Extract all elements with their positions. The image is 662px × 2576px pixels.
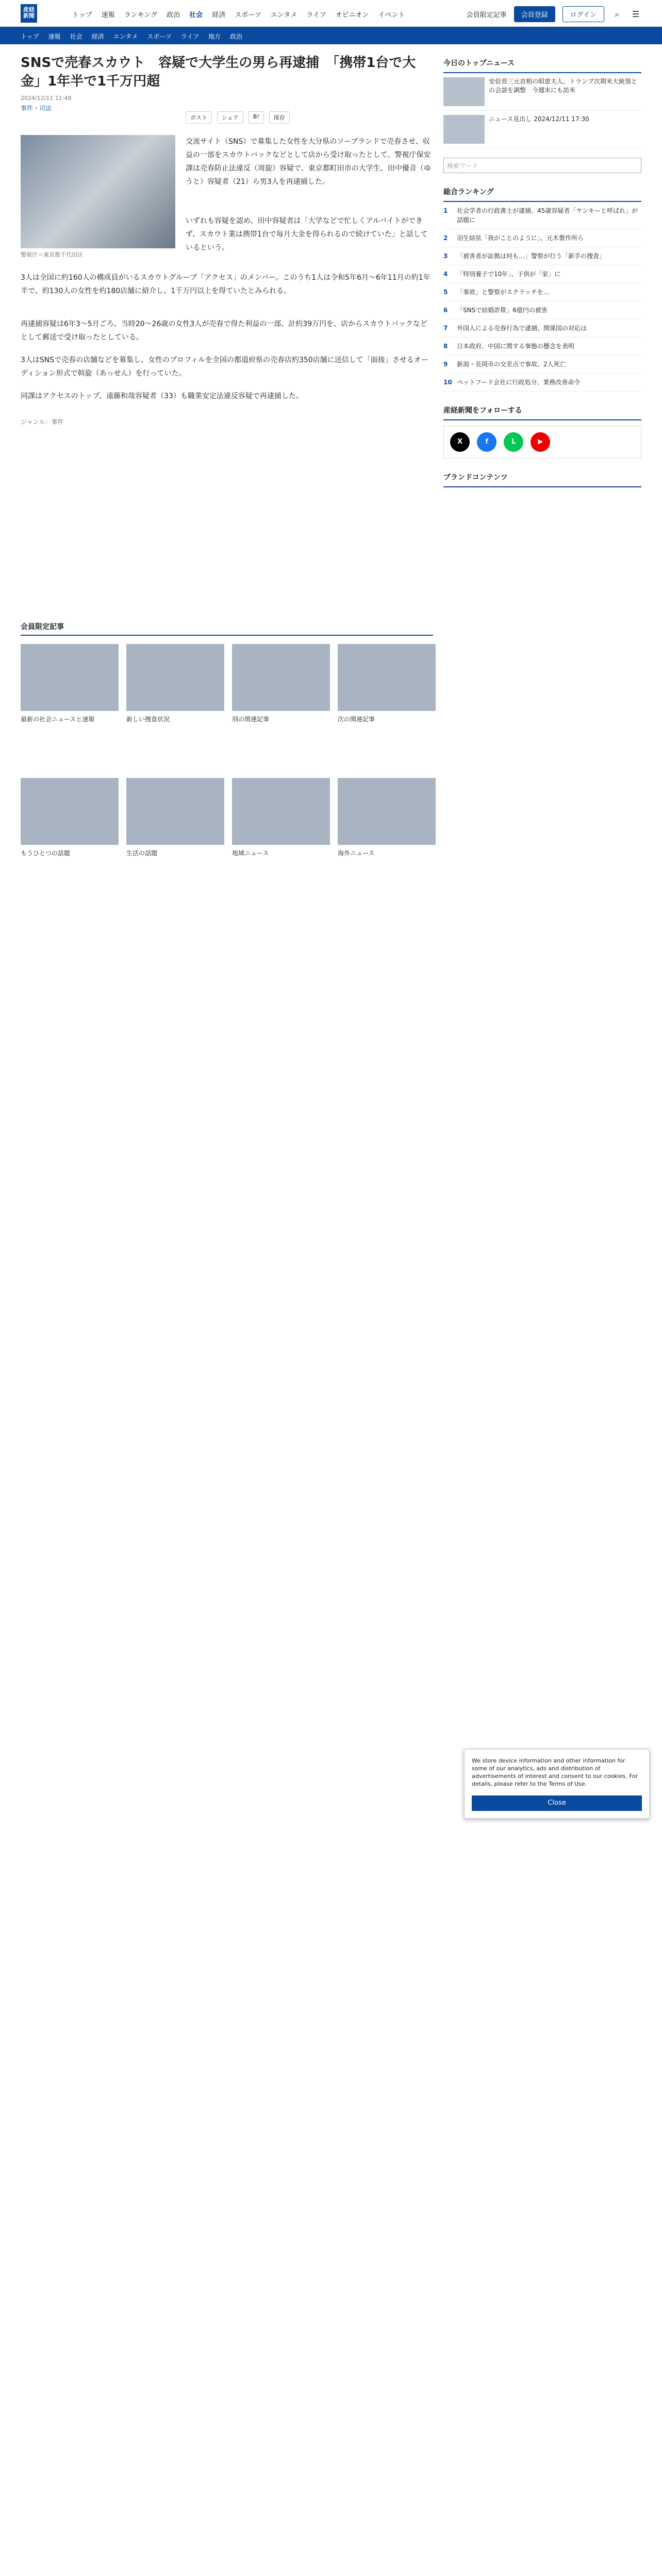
save-button[interactable]: 保存: [269, 111, 290, 124]
header-actions: [467, 6, 641, 22]
ranking-item[interactable]: [443, 229, 641, 247]
rank-title: ペットフード会社に行政処分、業務改善命令: [457, 379, 581, 386]
subnav-item[interactable]: 社会: [70, 33, 82, 40]
subnav-item[interactable]: トップ: [21, 33, 39, 40]
grid-title[interactable]: 別の関連記事: [232, 716, 270, 723]
brand-header: ブランドコンテンツ: [443, 468, 641, 487]
login-button[interactable]: ログイン: [562, 6, 604, 22]
member-section-header: 会員限定記事: [21, 618, 433, 636]
nav-item[interactable]: イベント: [378, 11, 405, 19]
nav-item[interactable]: オピニオン: [335, 11, 369, 19]
grid-title[interactable]: 生活の話題: [126, 850, 158, 857]
grid-thumbnail[interactable]: [21, 644, 119, 711]
rank-number: 8: [443, 343, 448, 350]
nav-item[interactable]: 政治: [167, 11, 180, 19]
grid-title[interactable]: 新しい捜査状況: [126, 716, 170, 723]
nav-item[interactable]: 社会: [189, 11, 203, 19]
ranking-item[interactable]: [443, 374, 641, 392]
ranking-item[interactable]: [443, 319, 641, 337]
nav-item[interactable]: ランキング: [124, 11, 158, 19]
share-x-button[interactable]: ポスト: [186, 111, 212, 124]
article-category[interactable]: 事件・司法: [21, 105, 52, 112]
cookie-close-button[interactable]: Close: [472, 1795, 642, 1811]
global-nav: [72, 9, 405, 19]
nav-item[interactable]: ライフ: [306, 11, 326, 19]
search-icon[interactable]: ⌕: [615, 9, 620, 19]
topic-item[interactable]: ニュース見出し 2024/12/11 17:30: [443, 111, 641, 148]
rank-title: 羽生結弦「我がことのように」、元木製作所ら: [457, 234, 584, 242]
rank-number: 6: [443, 307, 448, 314]
rank-number: 10: [443, 379, 452, 386]
ranking-item[interactable]: [443, 355, 641, 374]
rank-number: 1: [443, 207, 448, 214]
x-icon[interactable]: X: [450, 432, 470, 452]
rank-number: 9: [443, 361, 448, 368]
article-main: [21, 44, 433, 426]
sub-nav: [0, 27, 662, 44]
grid-title[interactable]: もうひとつの話題: [21, 850, 70, 857]
search-input[interactable]: 検索ワード: [443, 158, 641, 173]
article-paragraph: 再逮捕容疑は6年3～5月ごろ、当時20～26歳の女性3人が売春で得た利益の一部、計約39万円を、店からスカウトバックなどとして郵送で受け取ったとしている。: [21, 320, 427, 342]
ranking-item[interactable]: [443, 283, 641, 301]
grid-thumbnail[interactable]: [126, 644, 224, 711]
line-icon[interactable]: L: [504, 432, 523, 452]
ranking-item[interactable]: [443, 247, 641, 265]
article-date: 2024/12/11 11:49: [21, 95, 72, 101]
rank-title: 新潟・長岡市の交差点で事故、2人死亡: [457, 361, 566, 368]
article-paragraph: いずれも容疑を認め、田中容疑者は「大学などで忙しくアルバイトができず、スカウト業は携帯1台で毎月大金を得られるので続けていた」と話しているという。: [186, 217, 428, 252]
site-logo[interactable]: 産経新聞: [21, 4, 37, 23]
subnav-item[interactable]: 政治: [230, 33, 243, 40]
ranking-item[interactable]: [443, 301, 641, 319]
nav-item[interactable]: 速報: [101, 11, 115, 19]
nav-item[interactable]: トップ: [72, 11, 92, 19]
rank-title: 「SNSで結婚詐欺」6億円の被害: [457, 307, 548, 314]
grid-thumbnail[interactable]: [232, 644, 330, 711]
article-paragraph: 同課はアクセスのトップ、遠藤和哉容疑者（33）も職業安定法違反容疑で再逮捕した。: [21, 392, 303, 400]
grid-thumbnail[interactable]: [21, 778, 119, 845]
ranking-list: [443, 202, 641, 392]
genre-tag[interactable]: ジャンル：事件: [21, 418, 64, 426]
ranking-item[interactable]: [443, 265, 641, 283]
nav-item[interactable]: スポーツ: [235, 11, 261, 19]
article-title: SNSで売春スカウト 容疑で大学生の男ら再逮捕 「携帯1台で大金」1年半で1千万円超: [21, 55, 416, 89]
rank-title: 社会学者の行政書士が逮捕、45歳容疑者「ヤンキーと呼ばれ」が話題に: [457, 207, 638, 224]
grid-title[interactable]: 地域ニュース: [232, 850, 269, 857]
rank-number: 3: [443, 252, 448, 260]
right-sidebar: [443, 44, 641, 487]
article-photo[interactable]: [21, 135, 175, 248]
rank-title: 「特別養子で10年」、子供が「家」に: [457, 270, 561, 278]
rank-title: 「被害者が証拠は何も…」警察が行う「新手の捜査」: [457, 252, 606, 260]
member-articles-link[interactable]: 会員限定記事: [466, 11, 507, 19]
rank-number: 2: [443, 234, 448, 242]
sns-box: [443, 426, 641, 459]
rank-title: 日本政府、中国に関する事態の懸念を表明: [457, 343, 575, 350]
topic-thumbnail: [443, 115, 485, 144]
subnav-item[interactable]: スポーツ: [147, 33, 172, 40]
rank-title: 「事故」と警察がスクラッチを…: [457, 289, 550, 296]
grid-thumbnail[interactable]: [338, 778, 436, 845]
subnav-item[interactable]: 速報: [48, 33, 61, 40]
photo-caption: 警視庁＝東京都千代田区: [21, 251, 83, 258]
grid-title[interactable]: 海外ニュース: [338, 850, 375, 857]
topic-item[interactable]: 安倍晋三元首相の昭恵夫人、トランプ次期米大統領との会談を調整 今週末にも訪米: [443, 73, 641, 111]
subnav-item[interactable]: 地方: [208, 33, 221, 40]
subnav-item[interactable]: ライフ: [180, 33, 200, 40]
share-facebook-button[interactable]: シェア: [217, 111, 243, 124]
rank-number: 7: [443, 325, 448, 332]
grid-thumbnail[interactable]: [338, 644, 436, 711]
rank-number: 5: [443, 289, 448, 296]
ranking-item[interactable]: [443, 337, 641, 355]
menu-icon[interactable]: ☰: [632, 9, 640, 19]
ranking-item[interactable]: [443, 202, 641, 229]
nav-item[interactable]: エンタメ: [270, 11, 297, 19]
cookie-text: We store device information and other information for some of our analytics, ads and distribution of advertisements of interest and consent to our cookies. For details, please refer to the Terms of Use.: [472, 1757, 638, 1787]
grid-thumbnail[interactable]: [126, 778, 224, 845]
topic-thumbnail: [443, 77, 485, 106]
rank-number: 4: [443, 270, 448, 278]
subnav-item[interactable]: エンタメ: [113, 33, 138, 40]
rank-title: 外国人による売春行為で逮捕、関係国の対応は: [457, 325, 587, 332]
share-bar: [186, 111, 290, 124]
ranking-header: 総合ランキング: [443, 182, 641, 202]
youtube-icon[interactable]: ▶: [531, 432, 550, 452]
subnav-item[interactable]: 経済: [91, 33, 104, 40]
sns-header: 産経新聞をフォローする: [443, 401, 641, 420]
grid-title[interactable]: 次の関連記事: [338, 716, 375, 723]
nav-item[interactable]: 経済: [212, 11, 226, 19]
article-paragraph: 3人はSNSで売春の店舗などを募集し、女性のプロフィルを全国の都道府県の売春店約350店舗に送信して「面接」させるオーディション形式で斡旋（あっせん）を行っていた。: [21, 356, 428, 378]
article-paragraph: 3人は全国に約160人の構成員がいるスカウトグループ「アクセス」のメンバー。このうち1人は令和5年6月～6年11月の約1年半で、約130人の女性を約180店舗に紹介し、1千万円以上を得ていたとみられる。: [21, 274, 431, 295]
facebook-icon[interactable]: f: [477, 432, 496, 452]
share-hatena-button[interactable]: B!: [249, 111, 264, 124]
article-paragraph: 交流サイト（SNS）で募集した女性を大分県のソープランドで売春させ、収益の一部をスカウトバックなどとして店から受け取ったとして、警視庁保安課は売春防止法違反（周旋）容疑で、東京都町田市の大学生、田中優音（ゆうと）容疑者（21）ら男3人を再逮捕した。: [186, 138, 431, 186]
cookie-dialog: [464, 1749, 650, 1819]
site-header: [0, 0, 662, 27]
grid-title[interactable]: 最新の社会ニュースと速報: [21, 716, 95, 723]
grid-thumbnail[interactable]: [232, 778, 330, 845]
register-button[interactable]: 会員登録: [514, 6, 555, 22]
topics-header: 今日のトップニュース: [443, 54, 641, 73]
